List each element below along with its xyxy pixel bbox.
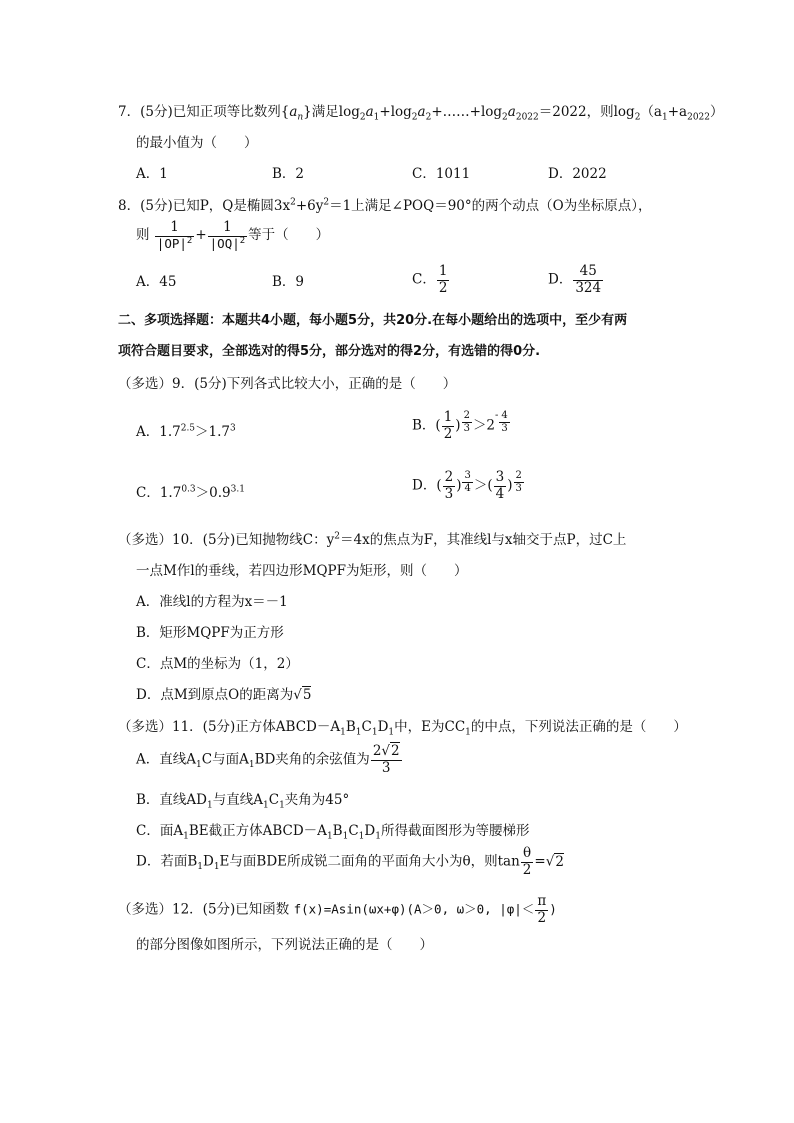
q9-stem: （多选）9．(5分)下列各式比较大小，正确的是（ ） bbox=[118, 376, 457, 392]
q11-option-d: D．若面$B_1D_1E$与面BDE所成锐二面角的平面角大小为θ，则tan $\frac{\theta}{2}$ =√2 bbox=[136, 845, 564, 878]
q9-option-c: C．$1.7^{0.3}>0.9^{3.1}$ bbox=[136, 484, 245, 501]
q8-option-b: B．9 bbox=[272, 274, 305, 290]
q8-option-d: D． $\frac{45}{324}$ bbox=[548, 263, 602, 296]
q8-stem-line2: 则 $\frac{1}{|OP|^2}$ + $\frac{1}{|OQ|^2}$ 等于（ ） bbox=[136, 219, 330, 251]
q9-option-a: A．$1.7^{2.5}>1.7^3$ bbox=[136, 423, 236, 440]
q8-fraction-2: $\frac{1}{|OQ|^2}$ bbox=[209, 219, 246, 251]
q11-option-a: A．直线$A_1C$与面$A_1BD$夹角的余弦值为 $\frac{2√2}{3}$ bbox=[136, 743, 400, 776]
q11-option-b: B．直线$AD_1$与直线$A_1C_1$夹角为45° bbox=[136, 792, 350, 811]
q12-stem-line2: 的部分图像如图所示，下列说法正确的是（ ） bbox=[136, 937, 433, 953]
q11-option-c: C．面$A_1BE$截正方体$ABCD-A_1B_1C_1D_1$所得截面图形为等腰梯形 bbox=[136, 823, 530, 842]
q8-option-c: C． $\frac{1}{2}$ bbox=[412, 263, 448, 296]
q12-stem-line1: （多选）12．(5分)已知函数 f(x)=Asin(ωx+φ)(A＞0, ω＞0, |φ|＜ $\frac{\pi}{2}$ ) bbox=[118, 893, 557, 926]
q8-option-a: A．45 bbox=[136, 274, 177, 290]
q10-option-a: A．准线l的方程为x＝－1 bbox=[136, 594, 288, 610]
q7-stem-line2: 的最小值为（ ） bbox=[136, 135, 258, 151]
q7-stem-line1: 7．(5分)已知正项等比数列$\{a_n\}$满足$\log_2a_1+\log_2a_2+\dots\dots+\log_2a_{2022}=2022$，则$\log_2(a_1+a_{2022})$ bbox=[118, 104, 724, 123]
q7-option-b: B．2 bbox=[272, 166, 305, 182]
q9-option-d: D．( $\frac{2}{3}$ ) $\frac{3}{4}$ ＞( $\frac{3}{4}$ ) $\frac{2}{3}$ bbox=[412, 469, 522, 502]
q10-option-d: D．点M到原点O的距离为√5 bbox=[136, 687, 312, 703]
q9-option-b: B．( $\frac{1}{2}$ ) $\frac{2}{3}$ ＞2- $\frac{4}{3}$ bbox=[412, 409, 508, 442]
q8-fraction-1: $\frac{1}{|OP|^2}$ bbox=[156, 219, 193, 251]
section-2-heading-line1: 二、多项选择题：本题共4小题，每小题5分，共20分.在每小题给出的选项中，至少有两 bbox=[118, 313, 628, 328]
q7-option-c: C．1011 bbox=[412, 166, 471, 182]
q8-stem-line1: 8．(5分)已知P，Q是椭圆$3x^2+6y^2=1$上满足∠POQ＝90°的两个动点（O为坐标原点）， bbox=[118, 197, 652, 214]
q10-option-c: C．点M的坐标为（1，2） bbox=[136, 656, 299, 672]
q7-option-a: A．1 bbox=[136, 166, 168, 182]
q10-option-b: B．矩形MQPF为正方形 bbox=[136, 625, 284, 641]
section-2-heading-line2: 项符合题目要求，全部选对的得5分，部分选对的得2分，有选错的得0分. bbox=[118, 344, 541, 359]
q10-stem-line1: （多选）10．(5分)已知抛物线C：$y^2=4x$的焦点为F，其准线l与x轴交于点P，过C上 bbox=[118, 531, 627, 548]
q10-stem-line2: 一点M作l的垂线，若四边形MQPF为矩形，则（ ） bbox=[136, 563, 468, 579]
q11-stem: （多选）11．(5分)正方体$ABCD-A_1B_1C_1D_1$中，E为$CC_1$的中点，下列说法正确的是（ ） bbox=[118, 719, 687, 738]
q7-option-d: D．2022 bbox=[548, 166, 607, 182]
